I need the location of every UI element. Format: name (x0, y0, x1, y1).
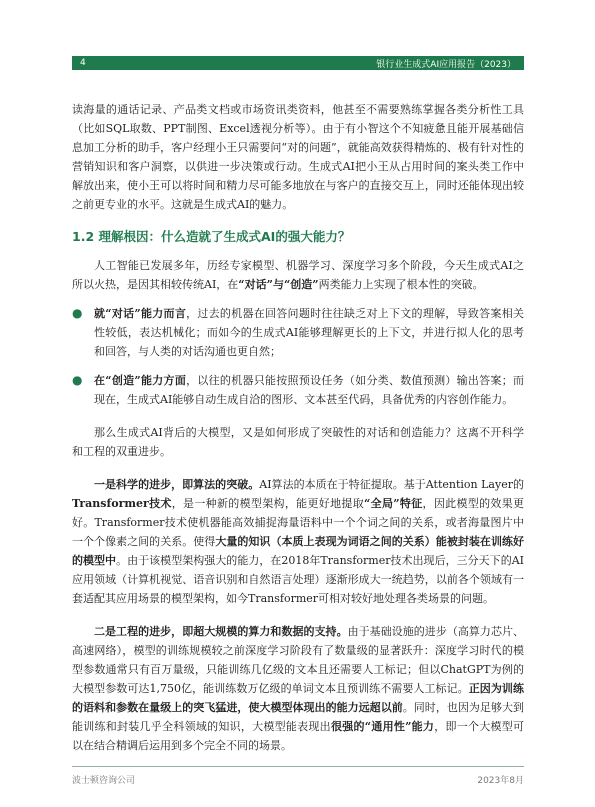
bold-span: “全局”特征 (364, 497, 423, 510)
bullet-text (94, 371, 524, 409)
bold-span: 一是科学的进步，即算法的突破。 (94, 478, 260, 491)
bullet-icon: ● (72, 373, 83, 387)
footer-company: 波士顿咨询公司 (72, 776, 136, 786)
intro-paragraph: 读海量的通话记录、产品类文档或市场资讯类资料，他甚至不需要熟练掌握各类分析性工具（比如SQL取数、PPT制图、Excel透视分析等）。由于有小智这个不知疲惫且能开展基础信息加工分析的助手，客户经理小王只需要问“对的问题”，就能高效获得精炼的、极有针对性的营销知识和客户洞察，以供进一步决策或行动。生成式AI把小王从占用时间的案头类工作中解放出来，使小王可以将时间和精力尽可能多地放在与客户的直接交互上，同时还能体现出较之前更专业的水平。这就是生成式AI的魅力。 (72, 103, 524, 211)
report-title: 银行业生成式AI应用报告（2023） (376, 59, 516, 70)
bold-span: 在“创造”能力方面 (94, 374, 187, 387)
bullet-text (94, 304, 524, 361)
section-paragraph-2: 那么生成式AI背后的大模型，又是如何形成了突破性的对话和创造能力？这离不开科学和工程的双重进步。 (72, 426, 524, 458)
text-span: ，是一种新的模型架构，能更好地提取 (171, 497, 365, 510)
bold-span: 就“对话”能力而言 (94, 307, 187, 320)
text-span: ，过去的机器在回答问题时往往缺乏对上下文的理解，导致答案相关性较低，表达机械化；而如今的生成式AI能够理解更长的上下文，并进行拟人化的思考和回答，与人类的对话沟通也更自然； (94, 307, 525, 358)
section-paragraph-1 (72, 256, 524, 294)
text-span: ，因此模型的效果更好。Transformer技术使机器能高效捕捉海量语料中一个个词之间的关系，或者海量图片中一个个像素之间的关系。使得 (72, 497, 525, 548)
text-span: ，以往的机器只能按照预设任务（如分类、数值预测）输出答案；而现在，生成式AI能够自动生成自洽的图形、文本甚至代码，具备优秀的内容创作能力。 (94, 374, 525, 406)
text-span: ，即一个大模型可以在结合精调后运用到多个完全不同的场景。 (72, 720, 525, 752)
bold-span: “对话”与“创造” (238, 278, 319, 291)
section-paragraph-3 (72, 475, 524, 608)
page-number: 4 (80, 58, 86, 68)
text-span: 。同时，也因为足够大到能训练和封装几乎全科领域的知识，大模型能表现出 (72, 701, 524, 733)
text-span: 。由于该模型架构强大的能力，在2018年Transformer技术出现后，三分天下的AI应用领域（计算机视觉、语音识别和自然语言处理）逐渐形成大一统趋势，以前各个领域有一套适配其应用场景的模型架构，如今Transformer可相对较好地处理各类场景的问题。 (72, 554, 524, 605)
bold-span: 很强的“通用性”能力 (330, 720, 435, 733)
text-span: 人工智能已发展多年，历经专家模型、机器学习、深度学习多个阶段，今天生成式AI之所以火热，是因其相较传统AI，在 (72, 259, 524, 291)
bold-span: 正因为训练的语料和参数在量级上的突飞猛进，使大模型体现出的能力远超以前 (72, 682, 524, 714)
bullet-icon: ● (72, 306, 83, 320)
bullet-item-dialog (72, 304, 524, 361)
text-span: 由于基础设施的进步（高算力芯片、高速网络），模型的训练规模较之前深度学习阶段有了数量级的显著跃升：深度学习时代的模型参数通常只有百万量级，只能训练几亿级的文本且还需要人工标记；但以ChatGPT为例的大模型参数可达1,750亿，能训练数万亿级的单词文本且预训练不需要人工标记。 (72, 625, 525, 695)
bold-span: 大量的知识（本质上表现为词语之间的关系）能被封装在训练好的模型中 (72, 535, 525, 567)
text-span: AI算法的本质在于特征提取。基于Attention Layer的 (259, 478, 524, 491)
footer (72, 766, 524, 786)
text-span: 两类能力上实现了根本性的突破。 (318, 278, 484, 291)
bullet-item-create (72, 371, 524, 409)
bold-span: 二是工程的进步，即超大规模的算力和数据的支持。 (94, 625, 348, 638)
section-paragraph-4 (72, 622, 524, 755)
footer-date: 2023年8月 (477, 776, 524, 786)
header-bar (72, 56, 524, 70)
section-title: 1.2 理解根因：什么造就了生成式AI的强大能力？ (72, 229, 351, 244)
bold-span: Transformer技术 (72, 497, 172, 510)
main-content (72, 100, 524, 755)
